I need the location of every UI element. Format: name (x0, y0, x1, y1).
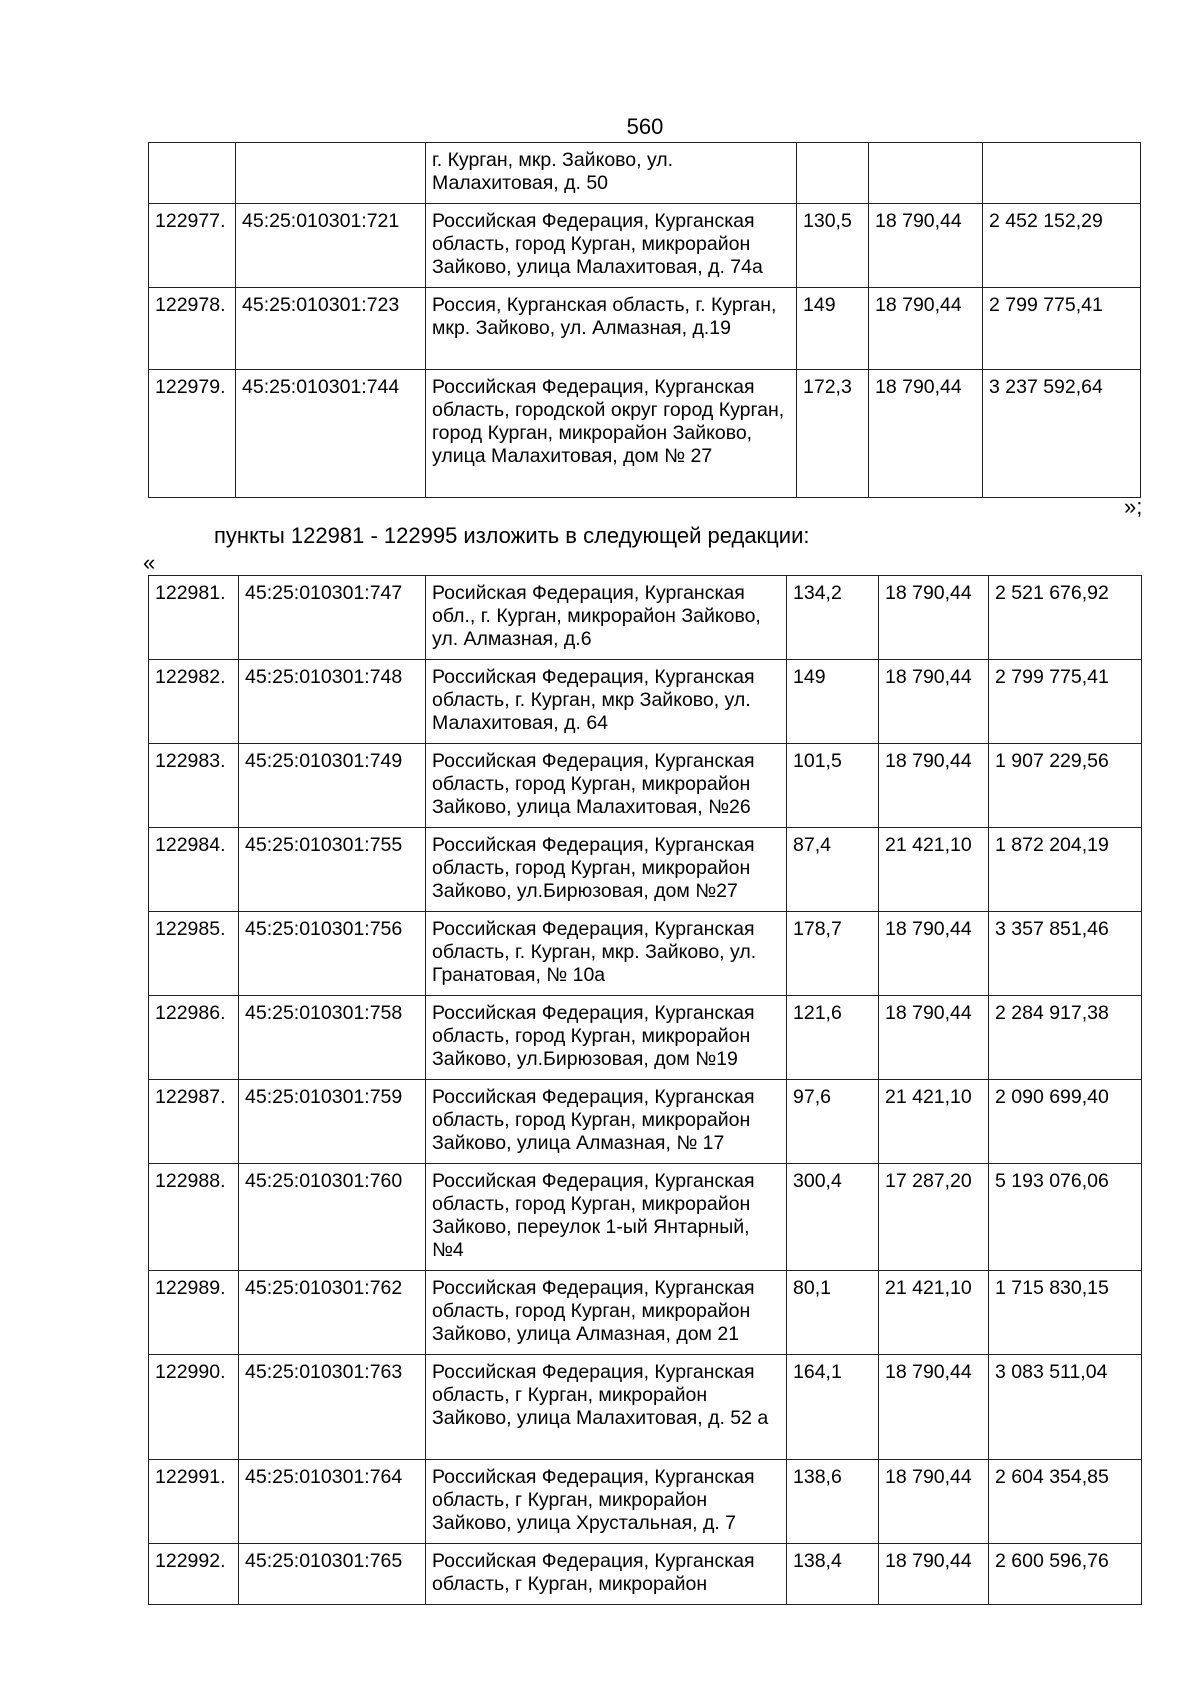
unit-cost-cell: 18 790,44 (879, 744, 989, 828)
area-cell: 149 (797, 288, 869, 370)
cadastral-number-cell (236, 143, 426, 204)
cadastral-number-cell: 45:25:010301:755 (239, 828, 426, 912)
total-value-cell: 1 907 229,56 (989, 744, 1142, 828)
unit-cost-cell: 18 790,44 (879, 1460, 989, 1544)
unit-cost-cell: 18 790,44 (869, 370, 983, 498)
unit-cost-cell: 21 421,10 (879, 1080, 989, 1164)
cadastral-number-cell: 45:25:010301:758 (239, 996, 426, 1080)
cadastral-number-cell: 45:25:010301:760 (239, 1164, 426, 1271)
cadastral-number-cell: 45:25:010301:756 (239, 912, 426, 996)
cadastral-number-cell: 45:25:010301:764 (239, 1460, 426, 1544)
area-cell: 87,4 (787, 828, 879, 912)
unit-cost-cell: 18 790,44 (879, 576, 989, 660)
row-number-cell: 122989. (149, 1271, 239, 1355)
address-cell: Российская Федерация, Курганская область, город Курган, микрорайон Зайково, переулок 1-ый Янтарный, №4 (426, 1164, 787, 1271)
unit-cost-cell: 18 790,44 (869, 204, 983, 288)
unit-cost-cell: 18 790,44 (879, 1544, 989, 1605)
table-row (149, 1080, 1142, 1164)
row-number-cell: 122987. (149, 1080, 239, 1164)
total-value-cell: 3 357 851,46 (989, 912, 1142, 996)
address-cell: Российская Федерация, Курганская область, городской округ город Курган, город Курган, микрорайон Зайково, улица Малахитовая, дом № 27 (426, 370, 797, 498)
unit-cost-cell: 18 790,44 (879, 660, 989, 744)
address-cell: Российская Федерация, Курганская область, город Курган, микрорайон Зайково, улица Алмазная, № 17 (426, 1080, 787, 1164)
address-cell: Российская Федерация, Курганская область, город Курган, микрорайон Зайково, улица Малахитовая, №26 (426, 744, 787, 828)
row-number-cell: 122983. (149, 744, 239, 828)
address-cell: Российская Федерация, Курганская область, город Курган, микрорайон Зайково, улица Алмазная, дом 21 (426, 1271, 787, 1355)
total-value-cell: 2 600 596,76 (989, 1544, 1142, 1605)
row-number-cell: 122991. (149, 1460, 239, 1544)
total-value-cell: 2 799 775,41 (983, 288, 1141, 370)
table-row (149, 744, 1142, 828)
row-number-cell: 122982. (149, 660, 239, 744)
area-cell: 172,3 (797, 370, 869, 498)
table-row (149, 143, 1141, 204)
total-value-cell: 5 193 076,06 (989, 1164, 1142, 1271)
total-value-cell: 2 452 152,29 (983, 204, 1141, 288)
cadastral-number-cell: 45:25:010301:748 (239, 660, 426, 744)
address-cell: Российская Федерация, Курганская область, г. Курган, мкр Зайково, ул. Малахитовая, д. 64 (426, 660, 787, 744)
area-cell: 138,6 (787, 1460, 879, 1544)
row-number-cell: 122986. (149, 996, 239, 1080)
address-cell: Российская Федерация, Курганская область, г Курган, микрорайон (426, 1544, 787, 1605)
unit-cost-cell: 18 790,44 (879, 1355, 989, 1460)
table-row (149, 1544, 1142, 1605)
total-value-cell: 1 715 830,15 (989, 1271, 1142, 1355)
total-value-cell: 2 090 699,40 (989, 1080, 1142, 1164)
table-row (149, 288, 1141, 370)
address-cell: Российская Федерация, Курганская область, город Курган, микрорайон Зайково, ул.Бирюзовая, дом №19 (426, 996, 787, 1080)
row-number-cell (149, 143, 236, 204)
closing-quote: »; (1124, 494, 1143, 519)
row-number-cell: 122992. (149, 1544, 239, 1605)
unit-cost-cell (869, 143, 983, 204)
area-cell: 178,7 (787, 912, 879, 996)
address-cell: Россия, Курганская область, г. Курган, мкр. Зайково, ул. Алмазная, д.19 (426, 288, 797, 370)
area-cell (797, 143, 869, 204)
row-number-cell: 122979. (149, 370, 236, 498)
area-cell: 138,4 (787, 1544, 879, 1605)
row-number-cell: 122988. (149, 1164, 239, 1271)
cadastral-number-cell: 45:25:010301:763 (239, 1355, 426, 1460)
area-cell: 101,5 (787, 744, 879, 828)
cadastral-number-cell: 45:25:010301:721 (236, 204, 426, 288)
total-value-cell: 1 872 204,19 (989, 828, 1142, 912)
table-row (149, 1271, 1142, 1355)
row-number-cell: 122985. (149, 912, 239, 996)
total-value-cell: 2 604 354,85 (989, 1460, 1142, 1544)
table-row (149, 828, 1142, 912)
row-number-cell: 122978. (149, 288, 236, 370)
row-number-cell: 122984. (149, 828, 239, 912)
row-number-cell: 122990. (149, 1355, 239, 1460)
page-number: 560 (626, 114, 664, 139)
cadastral-number-cell: 45:25:010301:744 (236, 370, 426, 498)
amendment-instruction: пункты 122981 - 122995 изложить в следующей редакции: (214, 523, 810, 548)
total-value-cell: 2 521 676,92 (989, 576, 1142, 660)
address-cell: Росийская Федерация, Курганская обл., г. Курган, микрорайон Зайково, ул. Алмазная, д.6 (426, 576, 787, 660)
area-cell: 300,4 (787, 1164, 879, 1271)
area-cell: 149 (787, 660, 879, 744)
total-value-cell (983, 143, 1141, 204)
property-table-amended (148, 575, 1142, 1605)
table-row (149, 912, 1142, 996)
unit-cost-cell: 18 790,44 (879, 912, 989, 996)
cadastral-number-cell: 45:25:010301:723 (236, 288, 426, 370)
address-cell: Российская Федерация, Курганская область, г Курган, микрорайон Зайково, улица Малахитовая, д. 52 а (426, 1355, 787, 1460)
address-cell: Российская Федерация, Курганская область, г. Курган, мкр. Зайково, ул. Гранатовая, № 10а (426, 912, 787, 996)
property-table-continued (148, 142, 1141, 498)
table-row (149, 1164, 1142, 1271)
cadastral-number-cell: 45:25:010301:747 (239, 576, 426, 660)
cadastral-number-cell: 45:25:010301:762 (239, 1271, 426, 1355)
table-row (149, 660, 1142, 744)
area-cell: 80,1 (787, 1271, 879, 1355)
total-value-cell: 2 799 775,41 (989, 660, 1142, 744)
area-cell: 121,6 (787, 996, 879, 1080)
address-cell: г. Курган, мкр. Зайково, ул. Малахитовая, д. 50 (426, 143, 797, 204)
cadastral-number-cell: 45:25:010301:759 (239, 1080, 426, 1164)
total-value-cell: 3 083 511,04 (989, 1355, 1142, 1460)
table-row (149, 1355, 1142, 1460)
opening-quote: « (143, 550, 156, 575)
row-number-cell: 122977. (149, 204, 236, 288)
area-cell: 134,2 (787, 576, 879, 660)
unit-cost-cell: 18 790,44 (869, 288, 983, 370)
address-cell: Российская Федерация, Курганская область, город Курган, микрорайон Зайково, улица Малахитовая, д. 74а (426, 204, 797, 288)
area-cell: 97,6 (787, 1080, 879, 1164)
cadastral-number-cell: 45:25:010301:765 (239, 1544, 426, 1605)
address-cell: Российская Федерация, Курганская область, город Курган, микрорайон Зайково, ул.Бирюзовая, дом №27 (426, 828, 787, 912)
cadastral-number-cell: 45:25:010301:749 (239, 744, 426, 828)
table-row (149, 576, 1142, 660)
unit-cost-cell: 21 421,10 (879, 828, 989, 912)
unit-cost-cell: 17 287,20 (879, 1164, 989, 1271)
table-row (149, 1460, 1142, 1544)
unit-cost-cell: 21 421,10 (879, 1271, 989, 1355)
total-value-cell: 2 284 917,38 (989, 996, 1142, 1080)
table-row (149, 996, 1142, 1080)
table-row (149, 370, 1141, 498)
unit-cost-cell: 18 790,44 (879, 996, 989, 1080)
row-number-cell: 122981. (149, 576, 239, 660)
address-cell: Российская Федерация, Курганская область, г Курган, микрорайон Зайково, улица Хрустальная, д. 7 (426, 1460, 787, 1544)
total-value-cell: 3 237 592,64 (983, 370, 1141, 498)
area-cell: 164,1 (787, 1355, 879, 1460)
area-cell: 130,5 (797, 204, 869, 288)
table-row (149, 204, 1141, 288)
